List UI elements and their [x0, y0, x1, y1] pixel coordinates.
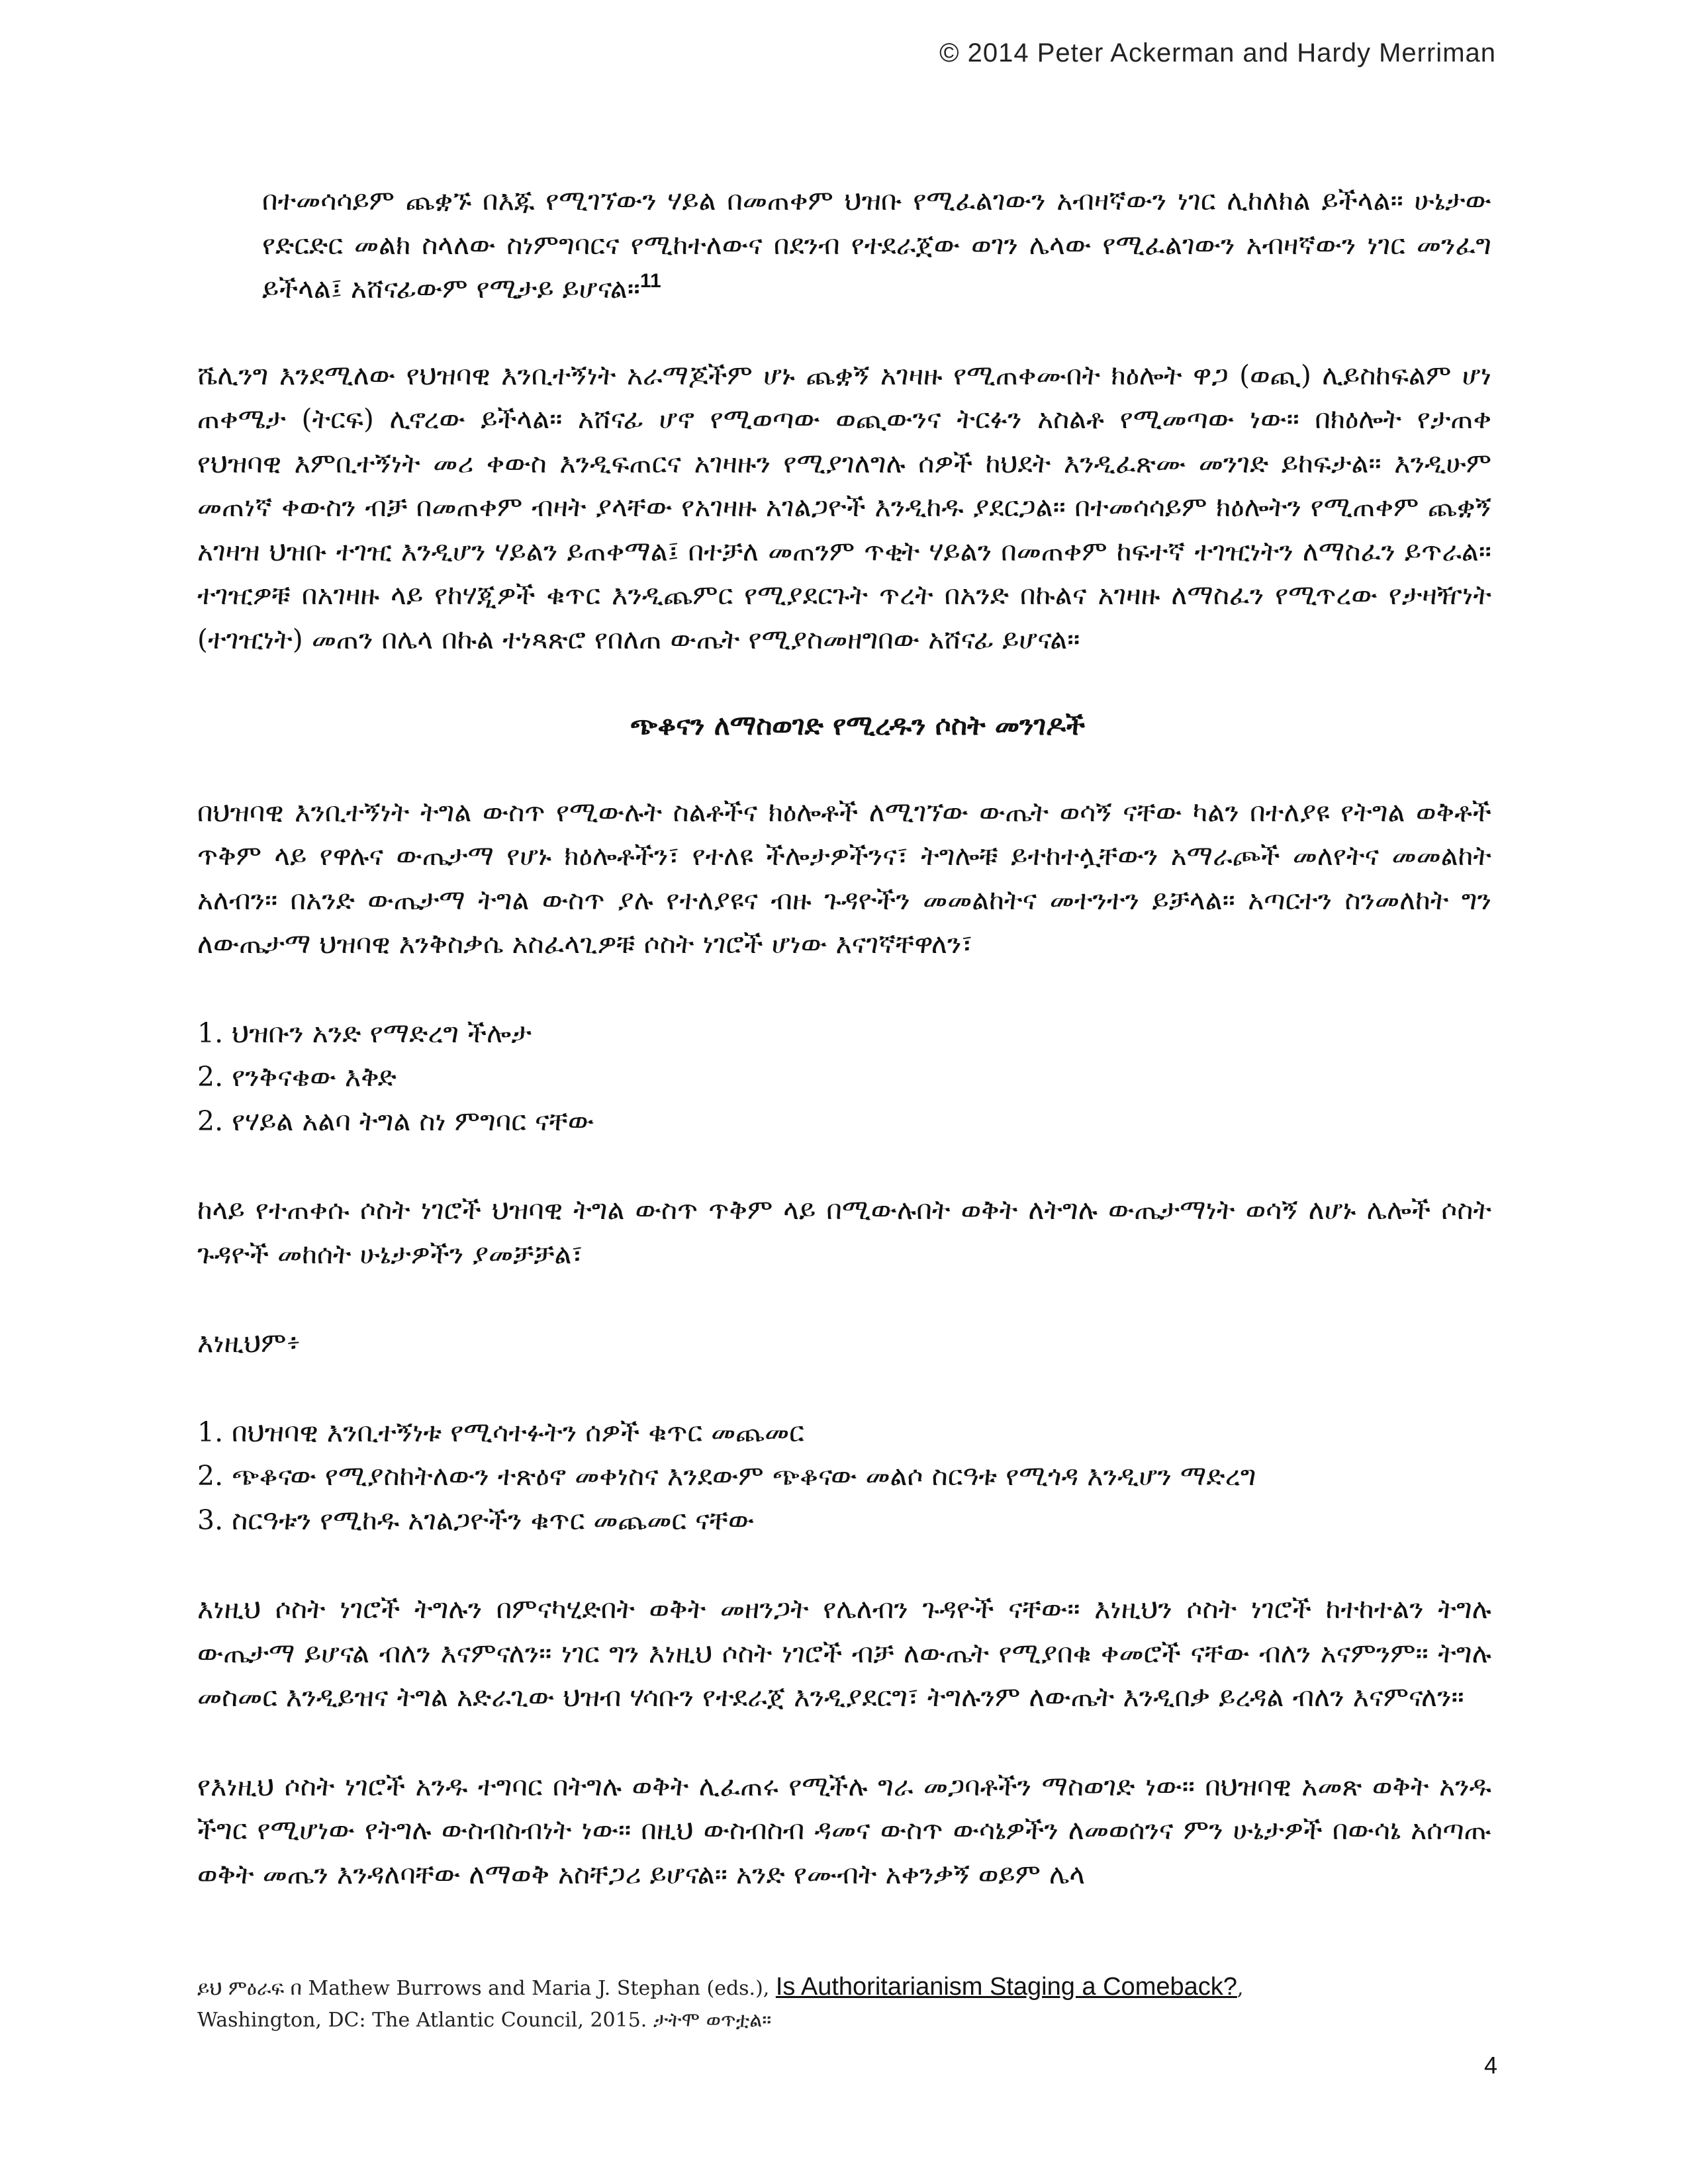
footnote-text-before: ይህ ምዕራፍ በ Mathew Burrows and Maria J. Stephan (eds.), — [197, 1977, 776, 2000]
paragraph-7: የእነዚህ ሶስት ነገሮች አንዱ ተግባር በትግሉ ወቅት ሊፈጠሩ የሚችሉ ግራ መጋባቶችን ማስወገድ ነው። በህዝባዊ አመጽ ወቅት አንዱ ችግር የሚሆነው የትግሉ ውስብስብነት ነው። በዚህ ውስብስብ ዳመና ውስጥ ውሳኔዎችን ለመወሰንና ምን ሁኔታዎች በውሳኔ አሰጣጡ ወቅት መጤን እንዳለባቸው ለማወቅ አስቸጋሪ ይሆናል። አንድ የሙብት አቀንቃኝ ወይም ሌላ — [197, 1770, 1491, 1890]
paragraph-3: በህዝባዊ እንቢተኝነት ትግል ውስጥ የሚውሉት ስልቶችና ክዕሎቶች ለሚገኘው ውጤት ወሳኝ ናቸው ካልን በተለያዩ የትግል ወቅቶች ጥቅም ላይ የዋሉና ውጤታማ የሆኑ ክዕሎቶችን፣ የተለዩ ችሎታዎችንና፣ ትግሎቹ ይተከተሏቸውን አማራጮች መለየትና መመልከት አለብን። በአንድ ውጤታማ ትግል ውስጥ ያሉ የተለያዩና ብዙ ጉዳዮችን መመልከትና መተንተን ይቻላል። አጣርተን ስንመለከት ግን ለውጤታማ ህዝባዊ እንቅስቃሴ አስፈላጊዎቹ ሶስት ነገሮች ሆነው እናገኛቸዋለን፣ — [197, 796, 1491, 960]
footnote: ይህ ምዕራፍ በ Mathew Burrows and Maria J. Stephan (eds.), Is Authoritarianism Staging a Comeback?, Washington, DC: The Atlantic Council, 2015. ታትሞ ወጥቷል። — [197, 1973, 1244, 2032]
list-item: 3. ስርዓቱን የሚከዱ አገልጋዮችን ቁጥር መጨመር ናቸው — [197, 1504, 755, 1536]
list-item: 1. ህዝቡን አንድ የማድረግ ችሎታ — [197, 1017, 532, 1049]
page-body — [197, 179, 1491, 1896]
list-key-factors — [197, 1011, 1491, 1144]
list-outcomes — [197, 1410, 1491, 1543]
list-item: 1. በህዝባዊ እንቢተኝነቱ የሚሳተፉትን ሰዎች ቁጥር መጨመር — [197, 1416, 804, 1448]
list-item: 2. ጭቆናው የሚያስከትለውን ተጽዕኖ መቀነስና እንደውም ጭቆናው መልሶ ስርዓቱ የሚጎዳ እንዲሆን ማድረግ — [197, 1460, 1256, 1492]
paragraph-2: ሼሊንግ እንደሚለው የህዝባዊ እንቢተኝነት አራማጆችም ሆኑ ጨቋኝ አገዛዙ የሚጠቀሙበት ክዕሎት ዋጋ (ወጪ) ሊይስከፍልም ሆነ ጠቀሜታ (ትርፍ) ሊኖረው ይችላል። አሸናፊ ሆኖ የሚወጣው ወጪውንና ትርፉን አስልቶ የሚመጣው ነው። በክዕሎት የታጠቀ የህዝባዊ እምቢተኝነት መሪ ቀውስ እንዲፍጠርና አገዛዙን የሚያገለግሉ ሰዎች ከህደት እንዲፈጽሙ መንገድ ይከፍታል። እንዲሁም መጠነኛ ቀውስን ብቻ በመጠቀም ብዛት ያላቸው የአገዛዙ አገልጋዮች እንዲከዱ ያደርጋል። በተመሳሳይም ክዕሎትን የሚጠቀም ጨቋኝ አገዛዝ ህዝቡ ተገዢ እንዲሆን ሃይልን ይጠቀማል፤ በተቻለ መጠንም ጥቂት ሃይልን በመጠቀም ከፍተኛ ተገዢነትን ለማስፈን ይጥራል። ተገዢዎቹ በአገዛዙ ላይ የከሃጂዎች ቁጥር እንዲጨምር የሚያደርጉት ጥረት በአንድ በኩልና አገዛዙ ለማስፈን የሚጥረው የታዛዥነት (ተገዢነት) መጠን በሌላ በኩል ተነጻጽሮ የበለጠ ውጤት የሚያስመዘግበው አሸናፊ ይሆናል። — [197, 359, 1491, 655]
paragraph-5: እነዚህም፥ — [197, 1327, 301, 1359]
footnote-reference[interactable]: 11 — [639, 270, 661, 292]
paragraph-6: እነዚህ ሶስት ነገሮች ትግሉን በምናካሂድበት ወቅት መዘንጋት የሌለብን ጉዳዮች ናቸው። እነዚህን ሶስት ነገሮች ከተከተልን ትግሉ ውጤታማ ይሆናል ብለን እናምናለን። ነገር ግን እነዚህ ሶስት ነገሮች ብቻ ለውጤት የሚያበቁ ቀመሮች ናቸው ብለን አናምንም። ትግሉ መስመር እንዲይዝና ትግል አድራጊው ህዝብ ሃሳቡን የተደራጀ እንዲያደርግ፣ ትግሉንም ለውጤት እንዲበቃ ይረዳል ብለን እናምናለን። — [197, 1593, 1491, 1713]
paragraph-4: ከላይ የተጠቀሱ ሶስት ነገሮች ህዝባዊ ትግል ውስጥ ጥቅም ላይ በሚውሉበት ወቅት ለትግሉ ውጤታማነት ወሳኝ ለሆኑ ሌሎች ሶስት ጉዳዮች መከሰት ሁኔታዎችን ያመቻቻል፣ — [197, 1194, 1491, 1270]
list-item: 2. የንቅናቄው እቅድ — [197, 1061, 397, 1093]
copyright-header: © 2014 Peter Ackerman and Hardy Merriman — [939, 38, 1496, 68]
paragraph-1-text: በተመሳሳይም ጨቋኙ በእጁ የሚገኘውን ሃይል በመጠቀም ህዝቡ የሚፈልገውን አብዛኛውን ነገር ሊከለክል ይችላል። ሁኔታው የድርድር መልክ ስላለው ስነምግባርና የሚከተለውና በደንብ የተደራጀው ወገን ሌላው የሚፈልገውን አብዛኛውን ነገር መንፈግ ይችላል፤ አሸናፊውም የሚታይ ይሆናል። — [262, 185, 1491, 304]
footnote-text-after: Washington, DC: The Atlantic Council, 2015. ታትሞ ወጥቷል። — [197, 2009, 772, 2032]
page-number: 4 — [1483, 2052, 1497, 2079]
list-item: 2. የሃይል አልባ ትግል ስነ ምግባር ናቸው — [197, 1105, 594, 1137]
footnote-link-title[interactable]: Is Authoritarianism Staging a Comeback? — [775, 1973, 1237, 2001]
paragraph-1 — [262, 179, 1491, 311]
section-heading: ጭቆናን ለማስወገድ የሚረዱን ሶስት መንገዶች — [630, 709, 1086, 741]
